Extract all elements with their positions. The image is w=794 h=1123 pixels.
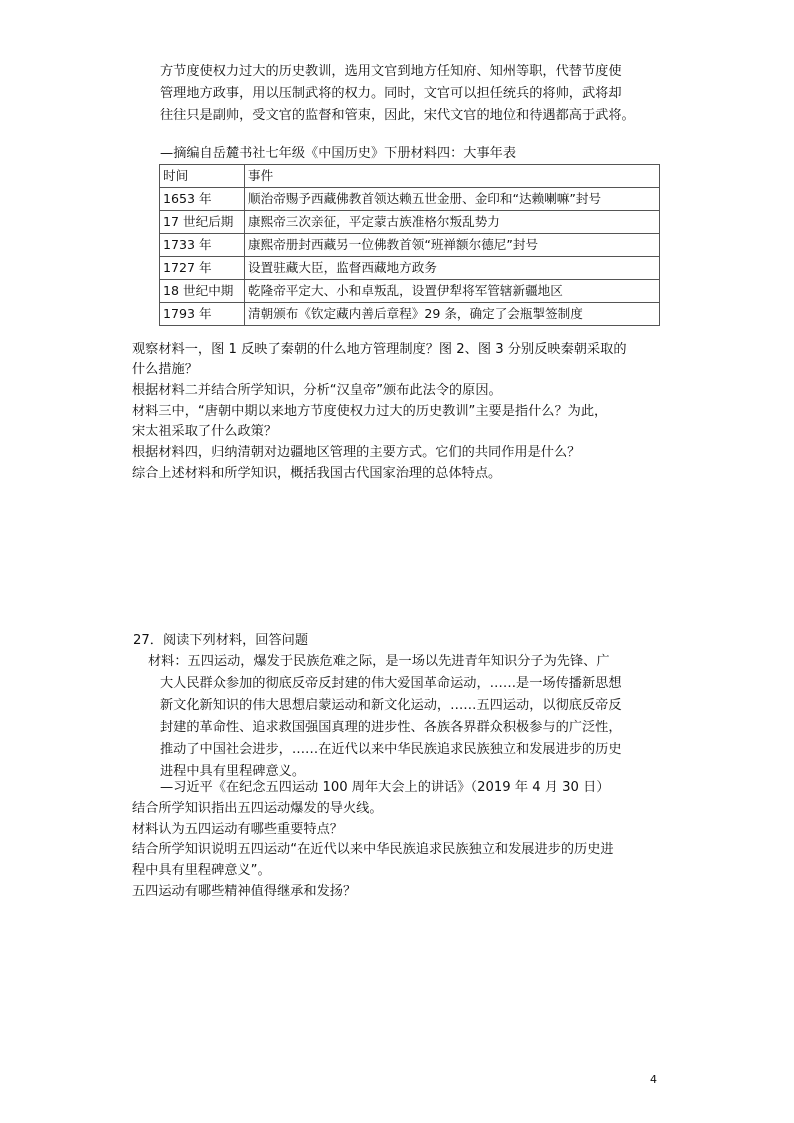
table-row [160,188,660,211]
intro-line: 往往只是副帅，受文官的监督和管束，因此，宋代文官的地位和待遇都高于武将。 [160,108,635,123]
source-citation: —习近平《在纪念五四运动 100 周年大会上的讲话》（2019 年 4 月 30 日） [160,780,610,795]
page-number: 4 [650,1073,657,1086]
table-cell-time: 17 世纪后期 [160,211,245,234]
question-line: 什么措施？ [132,362,198,377]
question-line: 结合所学知识说明五四运动“在近代以来中华民族追求民族独立和发展进步的历史进 [132,842,614,857]
table-header-row [160,165,660,188]
table-cell-event: 清朝颁布《钦定藏内善后章程》29 条，确定了会瓶掣签制度 [245,303,660,326]
table-row [160,211,660,234]
material-line: 大人民群众参加的彻底反帝反封建的伟大爱国革命运动，……是一场传播新思想 [160,676,622,691]
table-row [160,257,660,280]
table-cell-event: 康熙帝三次亲征，平定蒙古族准格尔叛乱势力 [245,211,660,234]
question-27-title: 27．阅读下列材料，回答问题 [133,633,309,648]
material-line: 进程中具有里程碑意义。 [160,764,306,779]
table-cell-time: 1793 年 [160,303,245,326]
question-line: 材料三中，“唐朝中期以来地方节度使权力过大的历史教训”主要是指什么？为此， [132,404,608,419]
table-row [160,303,660,326]
table-cell-time: 1653 年 [160,188,245,211]
table-row [160,280,660,303]
table-cell-time: 1733 年 [160,234,245,257]
table-header-time: 时间 [160,165,245,188]
intro-line: 管理地方政事，用以压制武将的权力。同时，文官可以担任统兵的将帅，武将却 [160,86,622,101]
table-header-event: 事件 [245,165,660,188]
chronology-table [159,164,660,326]
material-line: 新文化新知识的伟大思想启蒙运动和新文化运动，……五四运动，以彻底反帝反 [160,698,622,713]
question-line: 根据材料四，归纳清朝对边疆地区管理的主要方式。它们的共同作用是什么？ [132,445,581,460]
question-line: 宋太祖采取了什么政策？ [132,424,278,439]
source-citation: —摘编自岳麓书社七年级《中国历史》下册材料四：大事年表 [160,146,517,161]
question-line: 综合上述材料和所学知识，概括我国古代国家治理的总体特点。 [132,466,502,481]
question-line: 程中具有里程碑意义”。 [132,863,271,878]
table-cell-event: 顺治帝赐予西藏佛教首领达赖五世金册、金印和“达赖喇嘛”封号 [245,188,660,211]
material-line: 封建的革命性、追求救国强国真理的进步性、各族各界群众积极参与的广泛性， [160,720,622,735]
material-line: 推动了中国社会进步，……在近代以来中华民族追求民族独立和发展进步的历史 [160,742,622,757]
table-cell-time: 1727 年 [160,257,245,280]
table-row [160,234,660,257]
question-line: 观察材料一，图 1 反映了秦朝的什么地方管理制度？图 2、图 3 分别反映秦朝采取的 [132,342,627,357]
material-line: 材料：五四运动，爆发于民族危难之际，是一场以先进青年知识分子为先锋、广 [148,654,610,669]
table-cell-event: 康熙帝册封西藏另一位佛教首领“班禅额尔德尼”封号 [245,234,660,257]
question-line: 根据材料二并结合所学知识，分析“汉皇帝”颁布此法令的原因。 [132,383,502,398]
table-cell-time: 18 世纪中期 [160,280,245,303]
question-line: 五四运动有哪些精神值得继承和发扬？ [132,884,357,899]
table-cell-event: 乾隆帝平定大、小和卓叛乱，设置伊犁将军管辖新疆地区 [245,280,660,303]
intro-line: 方节度使权力过大的历史教训，选用文官到地方任知府、知州等职，代替节度使 [160,64,622,79]
question-line: 结合所学知识指出五四运动爆发的导火线。 [132,801,383,816]
question-line: 材料认为五四运动有哪些重要特点？ [132,822,343,837]
table-cell-event: 设置驻藏大臣，监督西藏地方政务 [245,257,660,280]
